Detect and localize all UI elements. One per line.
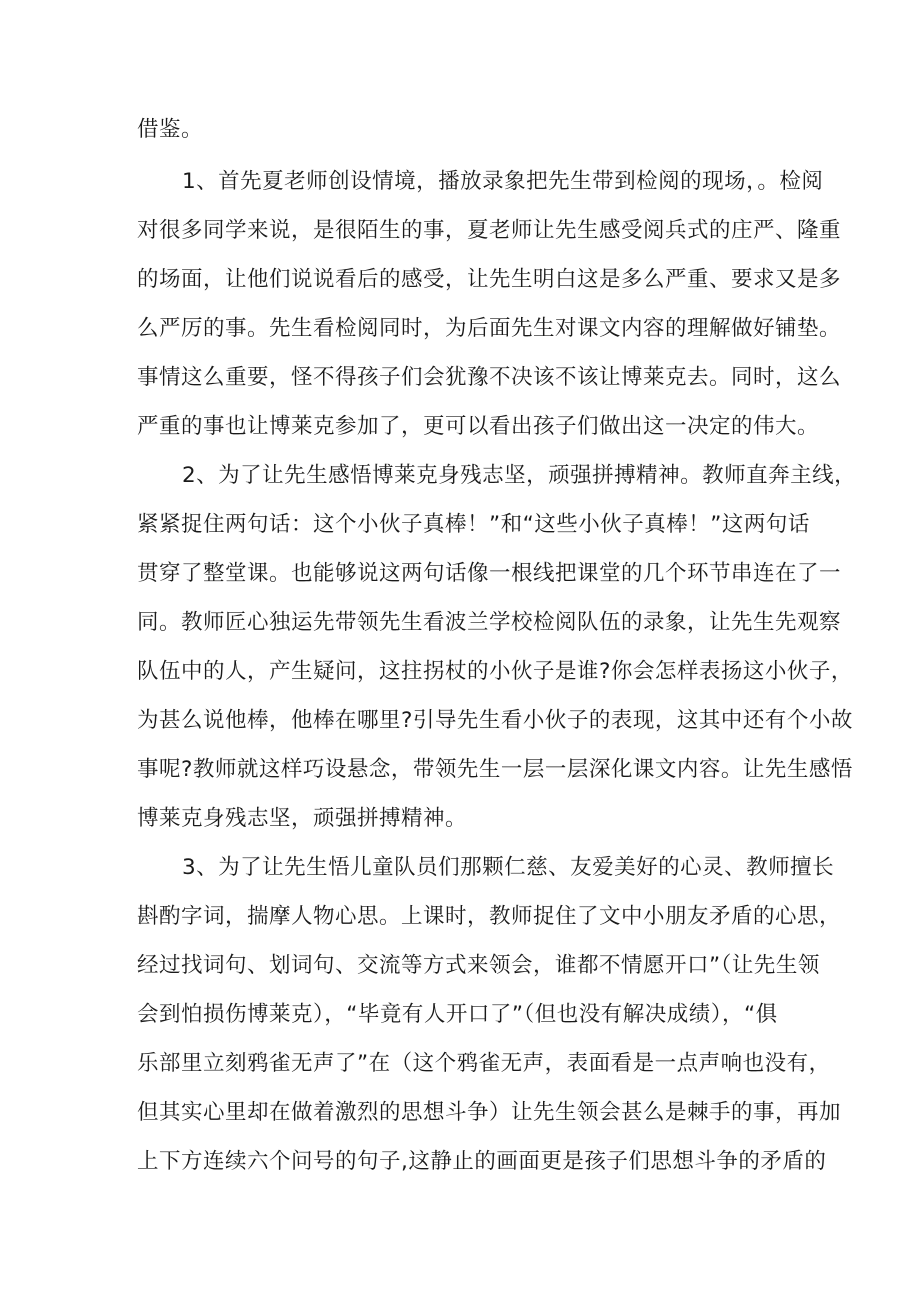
text-line: 会到怕损伤博莱克），“毕竟有人开口了”（但也没有解决成绩），“俱 bbox=[137, 1002, 778, 1027]
text-line: 同。教师匠心独运先带领先生看波兰学校检阅队伍的录象，让先生先观察 bbox=[137, 610, 842, 635]
paragraph-3-line: 3、为了让先生悟儿童队员们那颗仁慈、友爱美好的心灵、教师擅长 bbox=[182, 855, 835, 880]
text-line: 借鉴。 bbox=[137, 117, 204, 142]
paragraph-2-line: 2、为了让先生感悟博莱克身残志坚，顽强拼搏精神。教师直奔主线， bbox=[182, 463, 857, 488]
paragraph-1-line: 1、首先夏老师创设情境，播放录象把先生带到检阅的现场，。检阅 bbox=[182, 169, 824, 194]
text-line: 队伍中的人，产生疑问，这拄拐杖的小伙子是谁?你会怎样表扬这小伙子， bbox=[137, 659, 853, 684]
text-line: 博莱克身残志坚，顽强拼搏精神。 bbox=[137, 806, 468, 831]
text-line: 上下方连续六个问号的句子,这静止的画面更是孩子们思想斗争的矛盾的 bbox=[137, 1149, 827, 1174]
text-line: 事情这么重要，怪不得孩子们会犹豫不决该不该让博莱克去。同时，这么 bbox=[137, 365, 842, 390]
text-line: 但其实心里却在做着激烈的思想斗争）让先生领会甚么是棘手的事，再加 bbox=[137, 1100, 842, 1125]
text-line: 乐部里立刻鸦雀无声了”在（这个鸦雀无声，表面看是一点声响也没有， bbox=[137, 1051, 831, 1076]
text-line: 贯穿了整堂课。也能够说这两句话像一根线把课堂的几个环节串连在了一 bbox=[137, 561, 842, 586]
text-line: 对很多同学来说，是很陌生的事，夏老师让先生感受阅兵式的庄严、隆重 bbox=[137, 218, 842, 243]
text-line: 为甚么说他棒，他棒在哪里?引导先生看小伙子的表现，这其中还有个小故 bbox=[137, 708, 853, 733]
text-line: 紧紧捉住两句话：这个小伙子真棒！”和“这些小伙子真棒！”这两句话 bbox=[137, 512, 810, 537]
text-line: 么严厉的事。先生看检阅同时，为后面先生对课文内容的理解做好铺垫。 bbox=[137, 316, 842, 341]
text-line: 斟酌字词，揣摩人物心思。上课时，教师捉住了文中小朋友矛盾的心思， bbox=[137, 904, 842, 929]
text-line: 事呢?教师就这样巧设悬念，带领先生一层一层深化课文内容。让先生感悟 bbox=[137, 757, 853, 782]
text-line: 严重的事也让博莱克参加了，更可以看出孩子们做出这一决定的伟大。 bbox=[137, 414, 820, 439]
text-line: 的场面，让他们说说看后的感受，让先生明白这是多么严重、要求又是多 bbox=[137, 267, 842, 292]
text-line: 经过找词句、划词句、交流等方式来领会，谁都不情愿开口”（让先生领 bbox=[137, 953, 820, 978]
